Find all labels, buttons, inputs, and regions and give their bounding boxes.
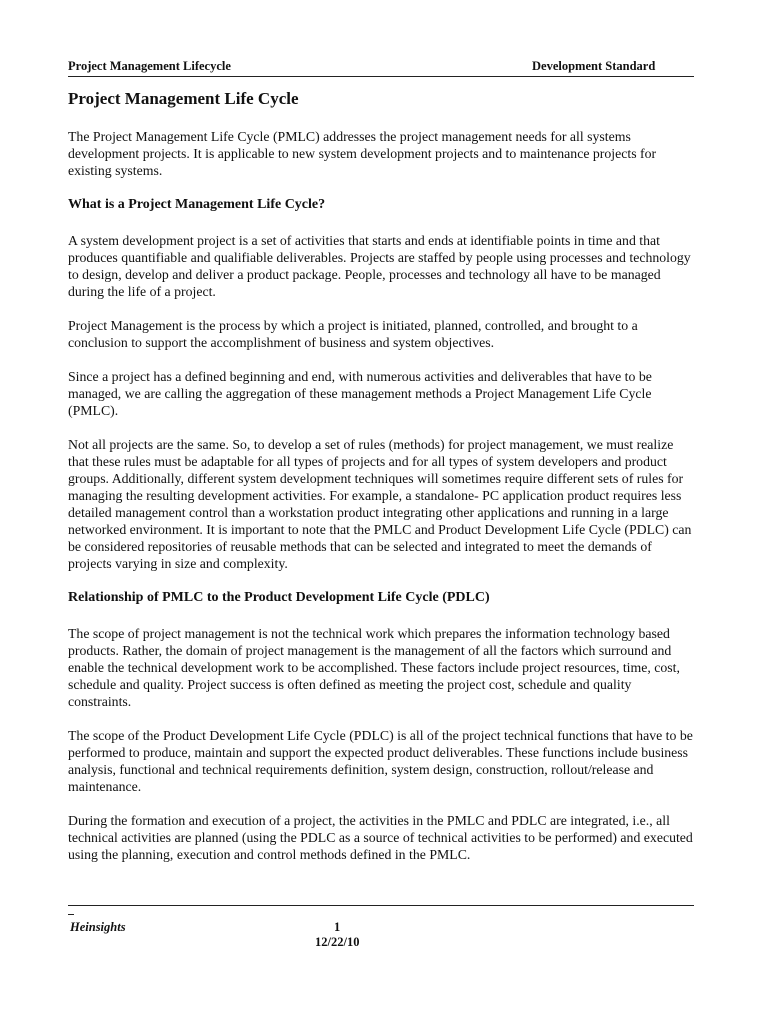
paragraph: Project Management is the process by which a project is initiated, planned, controlled, and brought to a conclusion to support the accomplishment of business and system objectives. (68, 318, 638, 350)
header-right: Development Standard (532, 59, 656, 73)
footer-date: 12/22/10 (315, 935, 360, 949)
section-heading-relationship: Relationship of PMLC to the Product Development Life Cycle (PDLC) (68, 590, 490, 605)
paragraph: Not all projects are the same. So, to develop a set of rules (methods) for project management, we must realize that these rules must be adaptable for all types of projects and for all types of system developers and product groups. Additionally, different system development techniques will sometimes require different sets of rules for managing the resulting development activities. For example, a standalone- PC application product requires less detailed management control than a workstation product integrating other applications and running in a large networked environment. It is important to note that the PMLC and Product Development Life Cycle (PDLC) can be considered repositories of reusable methods that can be selected and integrated to meet the demands of projects varying in size and complexity. (68, 437, 692, 571)
page-number: 1 (334, 920, 341, 934)
paragraph: During the formation and execution of a project, the activities in the PMLC and PDLC are integrated, i.e., all technical activities are planned (using the PDLC as a source of technical activities to be performed) and executed using the planning, execution and control methods defined in the PMLC. (68, 813, 693, 862)
section-heading-what-is-pmlc: What is a Project Management Life Cycle? (68, 197, 326, 212)
paragraph: A system development project is a set of activities that starts and ends at identifiable points in time and that produces quantifiable and qualifiable deliverables. Projects are staffed by people using processes and technology to design, develop and deliver a product package. People, processes and technology all have to be managed during the life of a project. (68, 233, 691, 299)
paragraph: Since a project has a defined beginning and end, with numerous activities and deliverables that have to be managed, we are calling the aggregation of these management methods a Project Management Life Cycle (PMLC). (68, 369, 652, 418)
document-body (68, 88, 694, 880)
header-left: Project Management Lifecycle (68, 59, 231, 73)
footer-rule-mark (68, 914, 74, 915)
page-header (68, 58, 694, 77)
paragraph: The scope of the Product Development Life Cycle (PDLC) is all of the project technical functions that have to be performed to produce, maintain and support the expected product deliverables. These functions include business analysis, functional and technical requirements definition, system design, construction, rollout/release and maintenance. (68, 728, 693, 794)
footer-rule (68, 905, 694, 906)
footer-left: Heinsights (70, 920, 126, 934)
paragraph: The scope of project management is not the technical work which prepares the information technology based products. Rather, the domain of project management is the management of all the factors which surround and enable the technical development work to be accomplished. These factors include project resources, time, cost, schedule and quality. Project success is often defined as meeting the project cost, schedule and quality constraints. (68, 626, 680, 709)
intro-paragraph: The Project Management Life Cycle (PMLC) addresses the project management needs for all systems development projects. It is applicable to new system development projects and to maintenance projects for existing systems. (68, 129, 657, 178)
document-title: Project Management Life Cycle (68, 89, 299, 108)
